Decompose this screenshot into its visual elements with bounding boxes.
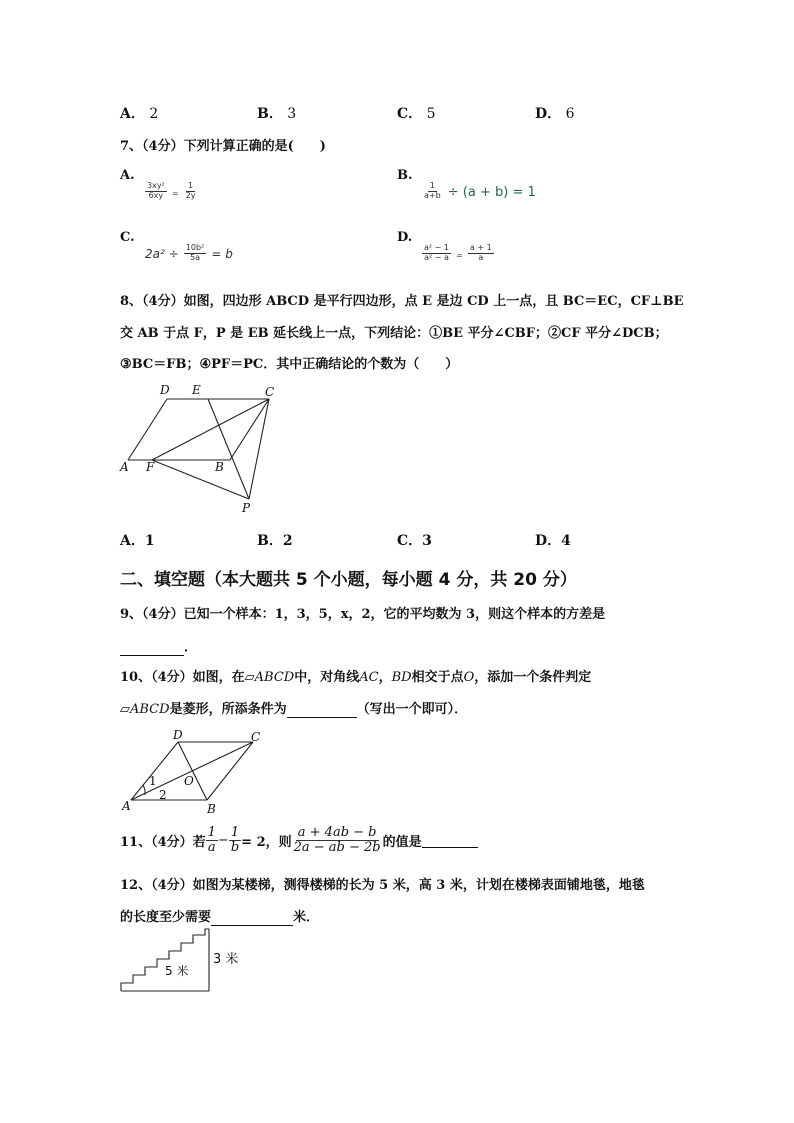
q10-line1: 10、（4分）如图，在▱ABCD中，对角线AC，BD相交于点O，添加一个条件判定 — [120, 670, 592, 685]
q6-option-b: B． 3 — [257, 106, 297, 122]
side-bc — [207, 742, 253, 800]
q10-parallelogram-figure — [115, 725, 285, 820]
label-a: A — [120, 460, 129, 474]
label-c: C — [265, 385, 275, 399]
q11-f1-den: a — [207, 840, 216, 856]
q11-f1-num: 1 — [207, 825, 216, 840]
label-angle-1: 1 — [149, 774, 157, 788]
label-d: D — [160, 383, 170, 397]
q11-f2-num: 1 — [230, 825, 240, 840]
q7-option-d — [397, 230, 494, 263]
q6-option-d: D． 6 — [535, 106, 575, 122]
q7-b-num1: 1 — [429, 181, 435, 191]
q7-b-rest: ÷ (a + b) = 1 — [447, 185, 536, 200]
q7-d-num2: a + 1 — [469, 243, 492, 253]
segment-cf — [152, 399, 269, 460]
side-ad — [128, 399, 167, 460]
q7-c-num1: 10b² — [185, 243, 205, 253]
label-height: 3 米 — [213, 952, 239, 967]
label-length: 5 米 — [165, 964, 189, 978]
q12-line2: 的长度至少需要 米． — [120, 910, 320, 925]
q7-option-a — [120, 168, 197, 201]
q8-option-a: A．1 — [120, 533, 155, 549]
q11-answer-blank[interactable] — [422, 833, 478, 848]
q7-c-label: C. — [120, 230, 135, 245]
stairs-outline — [121, 929, 209, 991]
q11-line: 11、（4分）若 $\frac{1}{a}$ − $\frac{1}{b}$ = 2，则 $\frac{a + 4ab - b}{2a - ab - 2b}$ 的值是 — [120, 826, 478, 856]
q7-stem: 7、（4分）下列计算正确的是( ) — [120, 139, 326, 154]
q6-option-c: C． 5 — [397, 106, 436, 122]
q12-answer-blank[interactable] — [211, 910, 293, 926]
q7-c-rest: = b — [211, 247, 233, 261]
q7-a-eq: = — [171, 189, 179, 198]
q7-a-den2: 2y — [185, 191, 196, 200]
label-d: D — [173, 728, 183, 742]
q8-line3: ③BC＝FB；④PF＝PC．其中正确结论的个数为（ ） — [120, 357, 459, 372]
q10-line2: ▱ABCD是菱形，所添条件为 （写出一个即可）． — [120, 702, 468, 717]
q7-d-den2: a — [478, 253, 484, 262]
q7-a-den1: 6xy — [148, 191, 164, 200]
segment-fp — [152, 460, 249, 499]
q7-d-label: D. — [397, 230, 413, 245]
q10-answer-blank[interactable] — [287, 702, 357, 718]
section-heading: 二、填空题（本大题共 5 个小题，每小题 4 分，共 20 分） — [120, 570, 577, 590]
label-b: B — [215, 460, 224, 474]
q7-a-num2: 1 — [188, 181, 194, 191]
q7-a-num1: 3xy² — [147, 181, 165, 191]
q7-c-den1: 5a — [190, 253, 200, 262]
q12-staircase-figure — [115, 925, 245, 1000]
q9-line1: 9、（4分）已知一个样本：1，3，5，x，2，它的平均数为 3，则这个样本的方差是 — [120, 607, 606, 622]
label-b: B — [207, 802, 216, 816]
q6-option-a: A． 2 — [120, 106, 159, 122]
q9-answer-blank[interactable] — [120, 640, 184, 656]
q8-option-d: D．4 — [535, 533, 571, 549]
q7-d-den1: a² − a — [424, 253, 449, 262]
label-e: E — [192, 383, 201, 397]
q8-line2: 交 AB 于点 F，P 是 EB 延长线上一点，下列结论：①BE 平分∠CBF；②CF 平分∠DCB； — [120, 326, 668, 341]
q7-b-den1: a+b — [424, 191, 441, 200]
label-c: C — [251, 730, 261, 744]
diagonal-bd — [178, 742, 207, 800]
q7-a-label: A. — [120, 168, 135, 183]
q7-option-c — [120, 230, 233, 263]
q12-line1: 12、（4分）如图为某楼梯，测得楼梯的长为 5 米，高 3 米，计划在楼梯表面铺地毯，地毯 — [120, 878, 645, 893]
q8-parallelogram-figure — [115, 380, 290, 515]
label-f: F — [146, 460, 155, 474]
segment-ep — [208, 399, 249, 499]
q11-f3-den: 2a − ab − 2b — [293, 840, 381, 856]
label-o: O — [184, 774, 194, 788]
q7-b-label: B. — [397, 168, 413, 183]
q8-line1: 8、（4分）如图，四边形 ABCD 是平行四边形，点 E 是边 CD 上一点，且 BC＝EC，CF⊥BE — [120, 294, 684, 309]
label-a: A — [122, 799, 131, 813]
q7-d-num1: a² − 1 — [424, 243, 449, 253]
label-angle-2: 2 — [159, 788, 167, 802]
q11-f3-num: a + 4ab − b — [297, 825, 377, 840]
q11-f2-den: b — [230, 840, 240, 856]
side-ad — [131, 742, 178, 800]
q8-option-b: B．2 — [257, 533, 293, 549]
q7-option-b — [397, 168, 536, 201]
q7-c-pre: 2a² ÷ — [145, 247, 179, 261]
q7-d-eq: = — [456, 251, 463, 260]
q8-option-c: C．3 — [397, 533, 432, 549]
label-p: P — [242, 501, 251, 515]
q9-line2: ． — [120, 636, 197, 656]
